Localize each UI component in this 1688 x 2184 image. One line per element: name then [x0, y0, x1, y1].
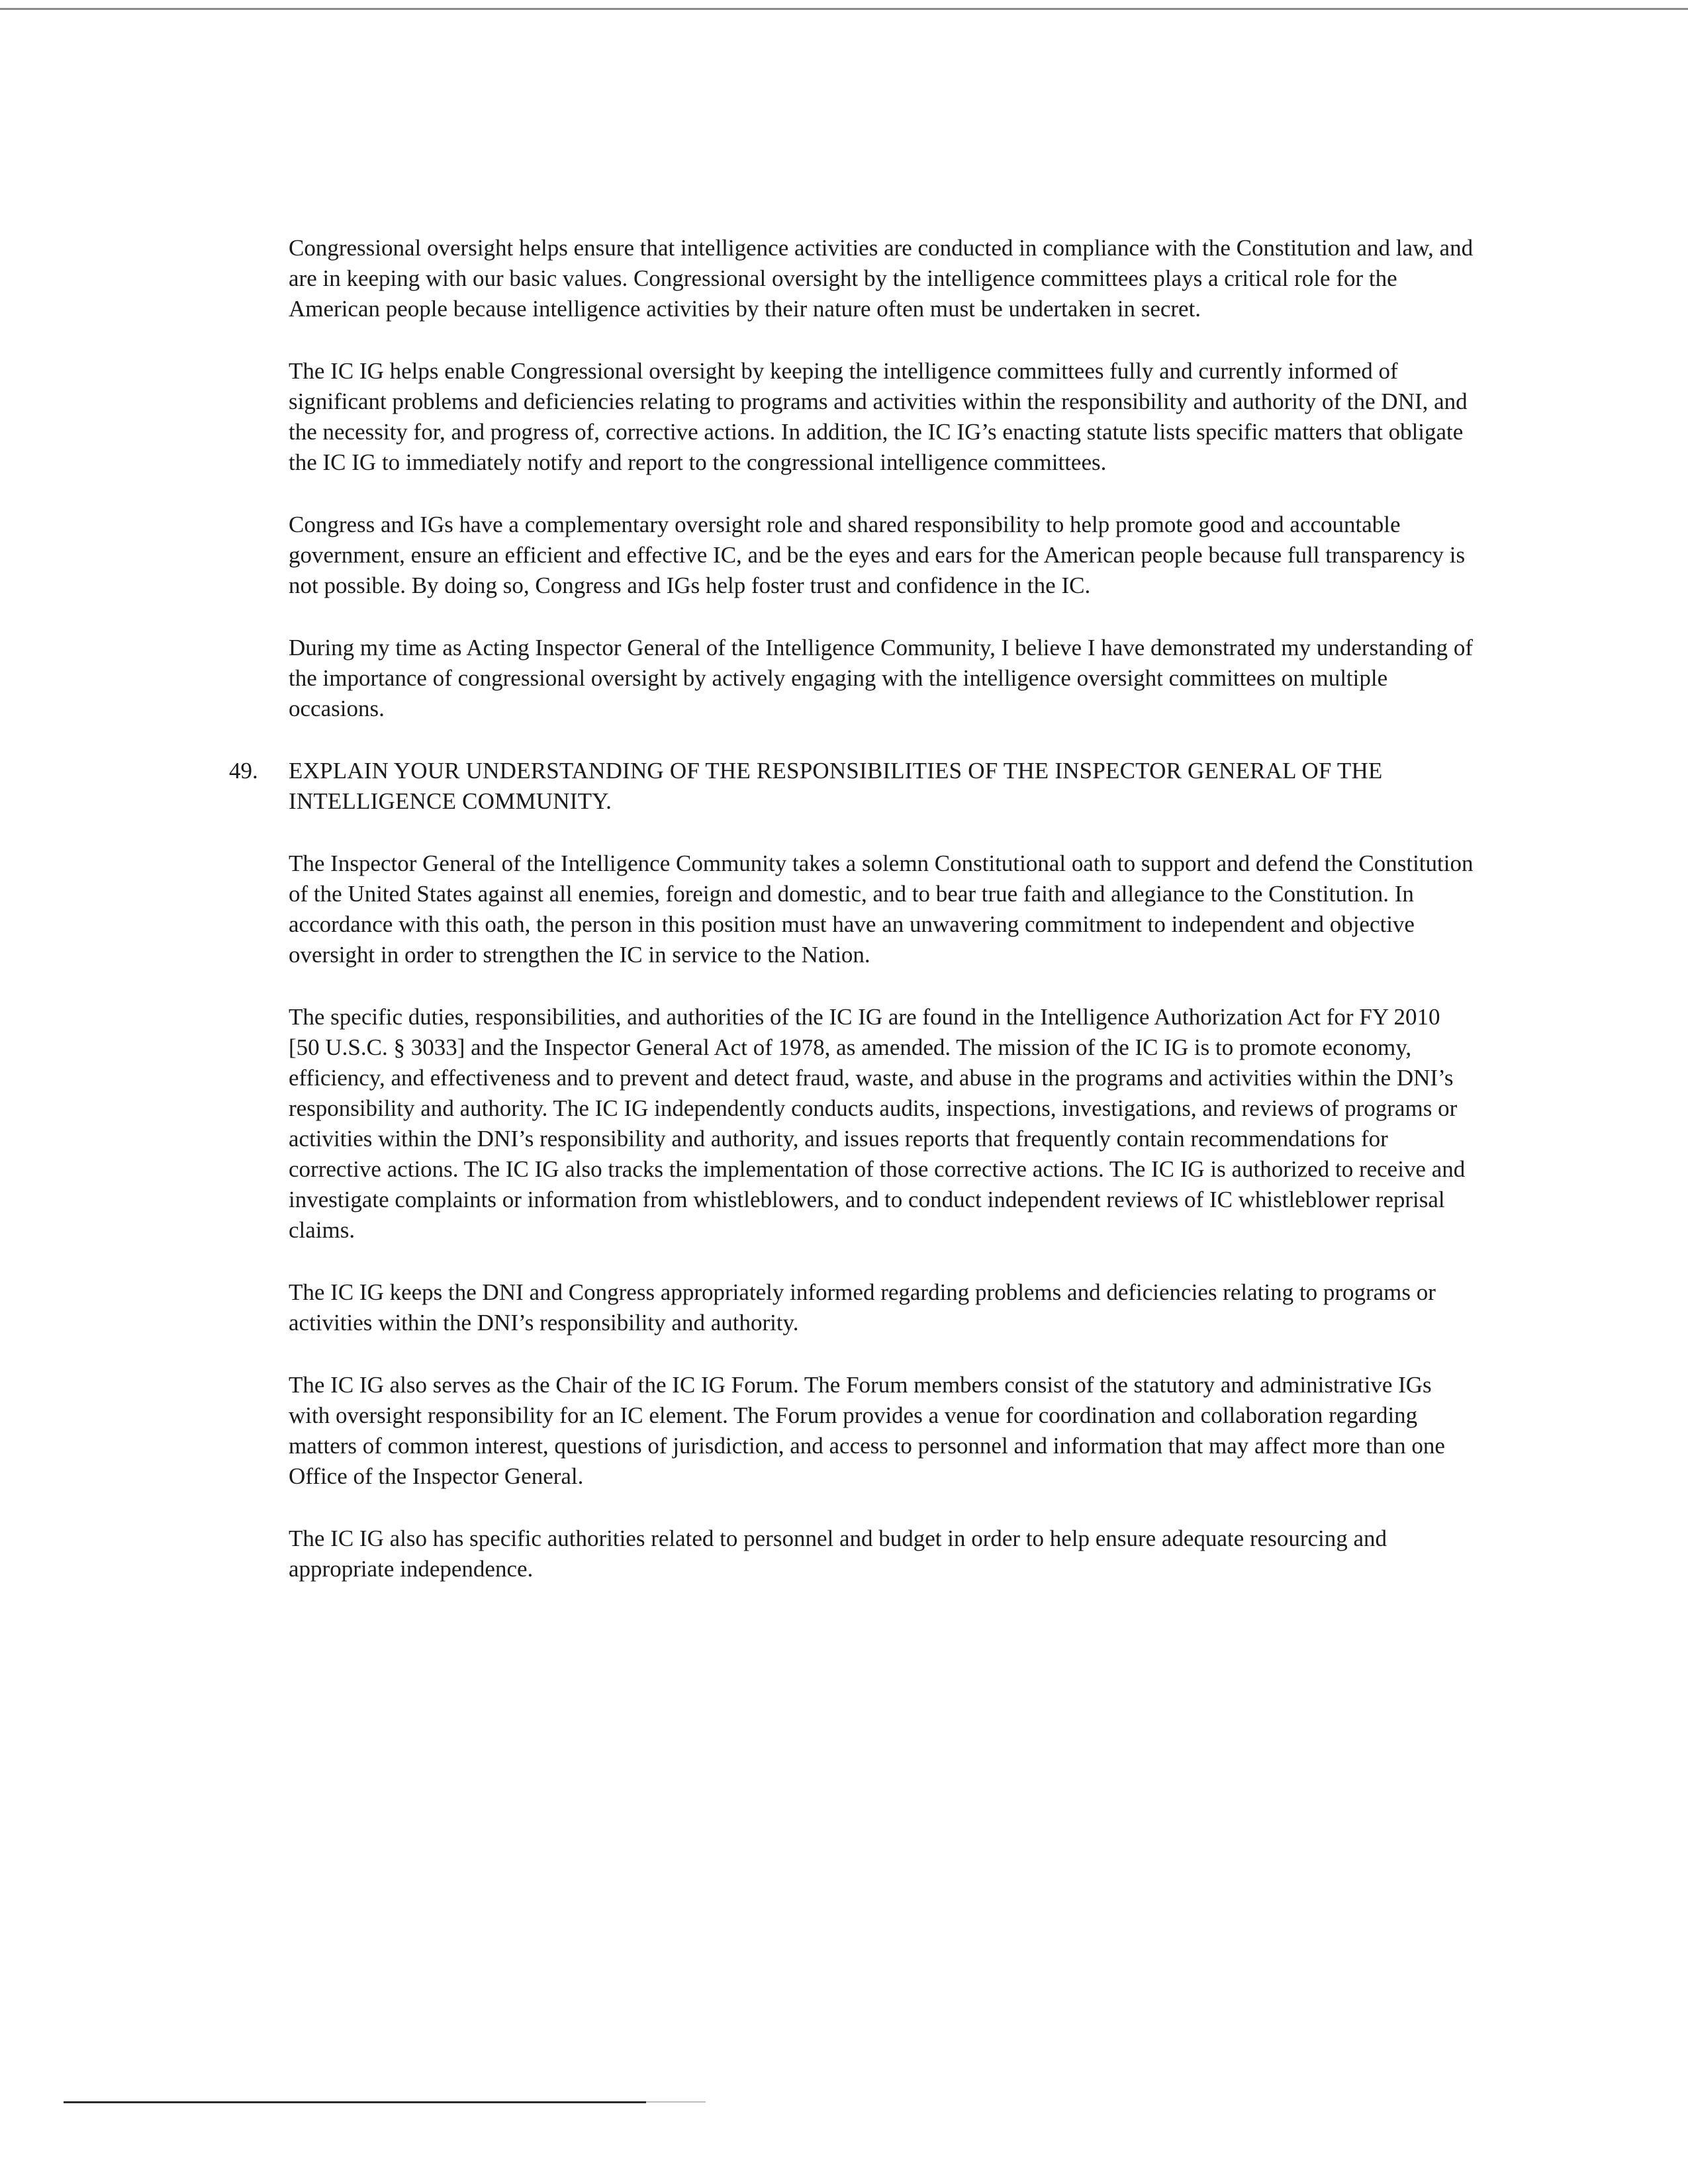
- paragraph-duties-and-authorities: The specific duties, responsibilities, and authorities of the IC IG are found in the Intelligence Authorization Act for FY 2010 [50 U.S.C. § 3033] and the Inspector General Act of 1978, as amended. The mission of the IC IG is to promote economy, efficiency, and effectiveness and to prevent and detect fraud, waste, and abuse in the programs and activities within the DNI’s responsibility and authority. The IC IG independently conducts audits, inspections, investigations, and reviews of programs or activities within the DNI’s responsibility and authority, and issues reports that frequently contain recommendations for corrective actions. The IC IG also tracks the implementation of those corrective actions. The IC IG is authorized to receive and investigate complaints or information from whistleblowers, and to conduct independent reviews of IC whistleblower reprisal claims.: [289, 1004, 1466, 1243]
- paragraph-congressional-oversight: Congressional oversight helps ensure that intelligence activities are conducted in compliance with the Constitution and law, and are in keeping with our basic values. Congressional oversight by the intelligence committees plays a critical role for the American people because intelligence activities by their nature often must be undertaken in secret.: [289, 235, 1474, 322]
- top-scan-edge-rule: [0, 8, 1688, 10]
- paragraph-constitutional-oath: The Inspector General of the Intelligence Community takes a solemn Constitutional oath to support and defend the Constitution of the United States against all enemies, foreign and domestic, and to bear true faith and allegiance to the Constitution. In accordance with this oath, the person in this position must have an unwavering commitment to independent and objective oversight in order to strengthen the IC in service to the Nation.: [289, 850, 1474, 968]
- question-49: [229, 756, 1474, 817]
- paragraph-keeps-dni-informed: The IC IG keeps the DNI and Congress appropriately informed regarding problems and deficiencies relating to programs or activities within the DNI’s responsibility and authority.: [289, 1279, 1436, 1336]
- paragraph-complementary-role: Congress and IGs have a complementary oversight role and shared responsibility to help promote good and accountable government, ensure an efficient and effective IC, and be the eyes and ears for the American people because full transparency is not possible. By doing so, Congress and IGs help foster trust and confidence in the IC.: [289, 512, 1466, 598]
- paragraph-acting-ig-experience: During my time as Acting Inspector General of the Intelligence Community, I believe I have demonstrated my understanding of the importance of congressional oversight by actively engaging with the intelligence oversight committees on multiple occasions.: [289, 635, 1474, 721]
- paragraph-ic-ig-forum: The IC IG also serves as the Chair of the IC IG Forum. The Forum members consist of the statutory and administrative IGs with oversight responsibility for an IC element. The Forum provides a venue for coordination and collaboration regarding matters of common interest, questions of jurisdiction, and access to personnel and information that may affect more than one Office of the Inspector General.: [289, 1372, 1445, 1489]
- footnote-separator-rule-fade: [646, 2101, 706, 2103]
- question-heading: EXPLAIN YOUR UNDERSTANDING OF THE RESPONSIBILITIES OF THE INSPECTOR GENERAL OF THE INTELLIGENCE COMMUNITY.: [289, 758, 1383, 814]
- question-number: 49.: [229, 758, 258, 784]
- paragraph-ic-ig-enables-oversight: The IC IG helps enable Congressional oversight by keeping the intelligence committees fully and currently informed of significant problems and deficiencies relating to programs and activities within the responsibility and authority of the DNI, and the necessity for, and progress of, corrective actions. In addition, the IC IG’s enacting statute lists specific matters that obligate the IC IG to immediately notify and report to the congressional intelligence committees.: [289, 358, 1468, 475]
- footnote-separator-rule: [64, 2101, 646, 2103]
- document-body: [229, 233, 1474, 1616]
- paragraph-personnel-budget: The IC IG also has specific authorities related to personnel and budget in order to help ensure adequate resourcing and appropriate independence.: [289, 1525, 1387, 1582]
